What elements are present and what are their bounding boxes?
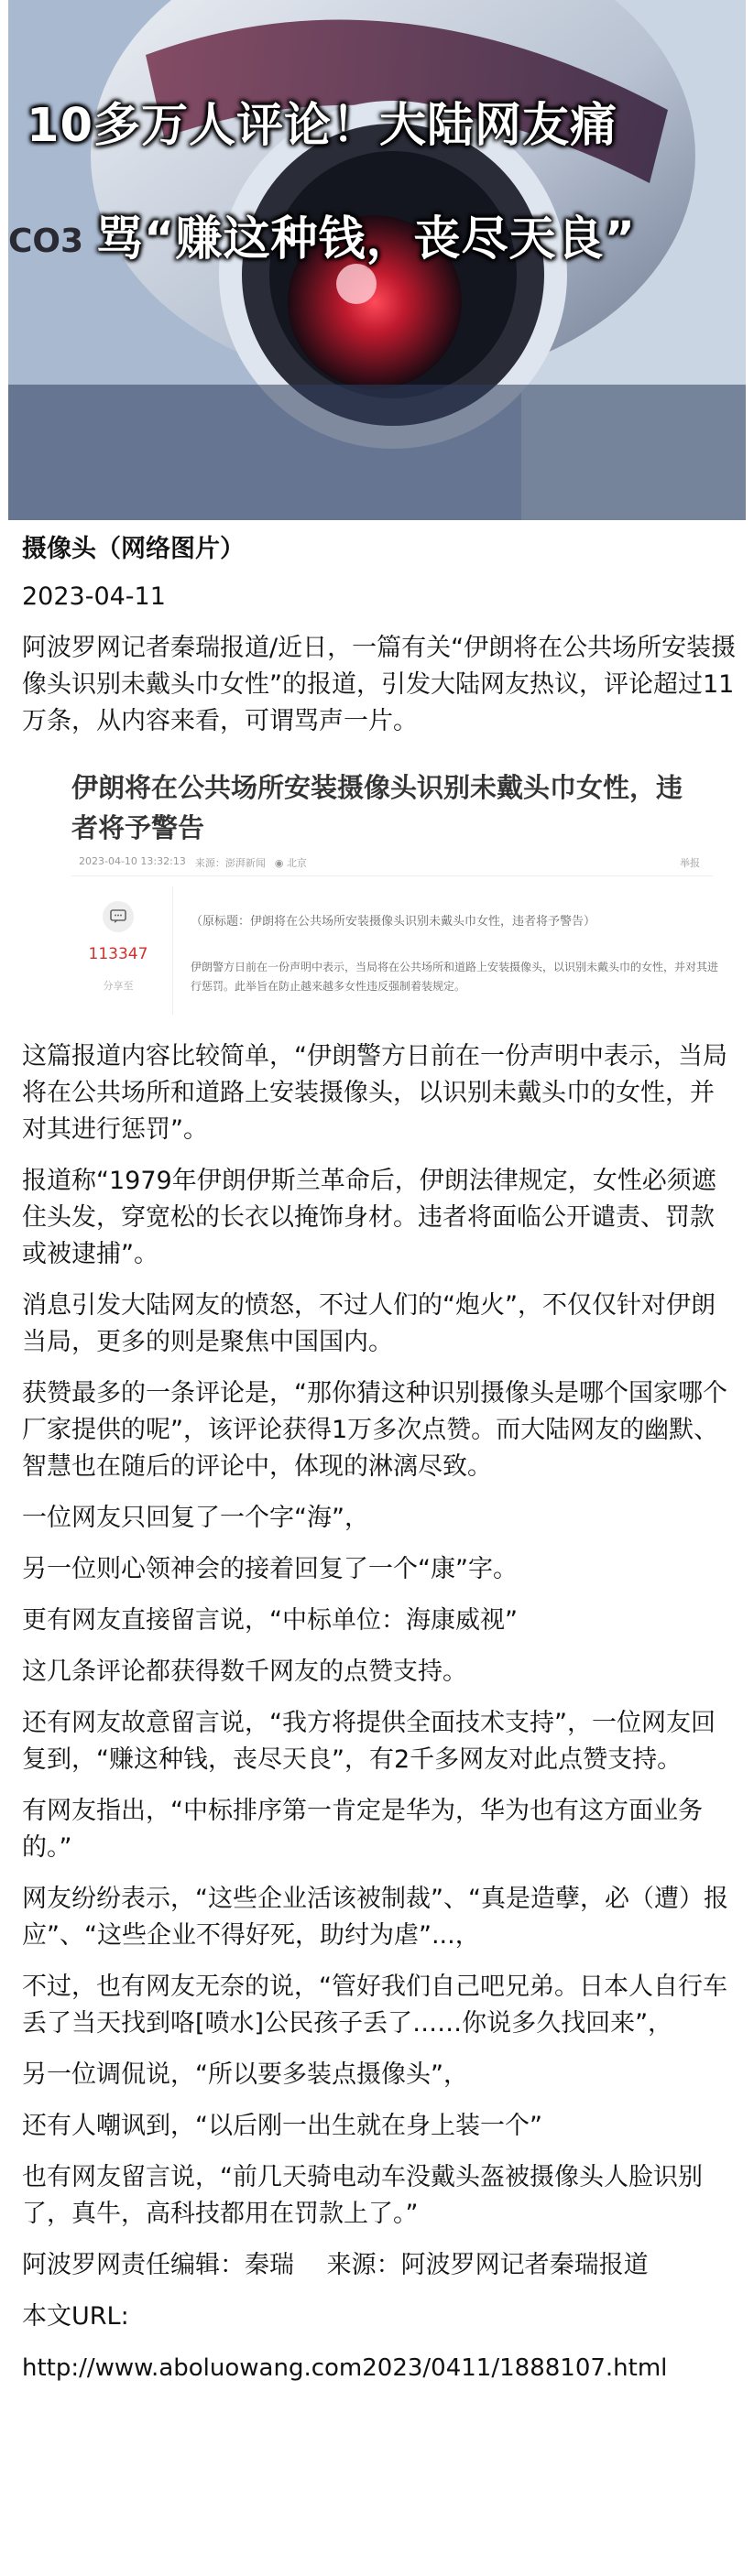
- embed-comment-count: 113347: [88, 945, 148, 963]
- article-paragraph: 不过，也有网友无奈的说，“管好我们自己吧兄弟。日本人自行车丢了当天找到咯[喷水]公民孩子丢了……你说多久找回来”，: [22, 1973, 727, 2038]
- article-paragraph: 报道称“1979年伊朗伊斯兰革命后，伊朗法律规定，女性必须遮住头发，穿宽松的长衣以掩饰身材。违者将面临公开谴责、罚款或被逮捕”。: [22, 1167, 716, 1268]
- hero-image: [8, 0, 746, 520]
- camera-model-label: CO3: [8, 223, 84, 260]
- article-paragraph: 网友纷纷表示，“这些企业活该被制裁”、“真是造孽，必（遭）报应”、“这些企业不得好死，助纣为虐”...，: [22, 1885, 728, 1950]
- embedded-news-screenshot: [35, 758, 731, 1024]
- editor-credit: 阿波罗网责任编辑：秦瑞 来源：阿波罗网记者秦瑞报道: [22, 2251, 649, 2279]
- article-paragraph: 这篇报道内容比较简单，“伊朗警方日前在一份声明中表示，当局将在公共场所和道路上安装摄像头，以识别未戴头巾的女性，并对其进行惩罚”。: [22, 1042, 727, 1144]
- location-pin-icon: ◉: [274, 857, 284, 869]
- article-paragraph: 也有网友留言说，“前几天骑电动车没戴头盔被摄像头人脸识别了，真牛，高科技都用在罚款上了。”: [22, 2163, 703, 2228]
- embed-location-label: 北京: [286, 857, 307, 869]
- embed-timestamp: 2023-04-10 13:32:13: [79, 855, 186, 867]
- embed-original-title: （原标题：伊朗将在公共场所安装摄像头识别未戴头巾女性，违者将予警告）: [191, 915, 596, 929]
- publish-date: 2023-04-11: [22, 582, 166, 611]
- article-paragraph: 还有人嘲讽到，“以后刚一出生就在身上装一个”: [22, 2112, 542, 2140]
- divider: [172, 886, 173, 1015]
- article-paragraph: 另一位调侃说，“所以要多装点摄像头”，: [22, 2060, 468, 2089]
- article-body: [22, 520, 737, 2386]
- article-paragraph: 有网友指出，“中标排序第一肯定是华为，华为也有这方面业务的。”: [22, 1797, 703, 1862]
- divider: [71, 875, 713, 876]
- hero-headline-line-1: 10多万人评论！大陆网友痛: [27, 99, 617, 153]
- article-paragraph: 一位网友只回复了一个字“海”，: [22, 1504, 369, 1532]
- article-url-link[interactable]: http://www.aboluowang.com2023/0411/1888107.html: [22, 2354, 668, 2382]
- embed-share-label: 分享至: [103, 980, 134, 992]
- embed-meta: [79, 855, 307, 870]
- embed-report-link: 举报: [680, 857, 700, 869]
- hero-headline-line-2: 骂“赚这种钱，丧尽天良”: [96, 212, 637, 266]
- article-paragraph: 更有网友直接留言说，“中标单位：海康威视”: [22, 1606, 518, 1635]
- article-paragraph: 获赞最多的一条评论是，“那你猜这种识别摄像头是哪个国家哪个厂家提供的呢”，该评论获得1万多次点赞。而大陆网友的幽默、智慧也在随后的评论中，体现的淋漓尽致。: [22, 1379, 727, 1481]
- comment-icon: [103, 901, 134, 932]
- url-label: 本文URL:: [22, 2302, 129, 2331]
- embed-sidebar: [86, 901, 150, 993]
- article-paragraph: 这几条评论都获得数千网友的点赞支持。: [22, 1658, 467, 1686]
- embed-location: [275, 855, 307, 870]
- article-paragraph: 消息引发大陆网友的愤怒，不过人们的“炮火”，不仅仅针对伊朗当局，更多的则是聚焦中国国内。: [22, 1291, 716, 1356]
- article-paragraph: 还有网友故意留言说，“我方将提供全面技术支持”，一位网友回复到，“赚这种钱，丧尽天良”，有2千多网友对此点赞支持。: [22, 1709, 716, 1774]
- article-paragraph: 另一位则心领神会的接着回复了一个“康”字。: [22, 1555, 518, 1583]
- embed-summary: 伊朗警方日前在一份声明中表示，当局将在公共场所和道路上安装摄像头，以识别未戴头巾的女性，并对其进行惩罚。此举旨在防止越来越多女性违反强制着装规定。: [191, 961, 719, 993]
- image-caption: 摄像头（网络图片）: [22, 535, 245, 563]
- intro-paragraph: 阿波罗网记者秦瑞报道/近日，一篇有关“伊朗将在公共场所安装摄像头识别未戴头巾女性”的报道，引发大陆网友热议，评论超过11万条，从内容来看，可谓骂声一片。: [22, 634, 737, 735]
- embed-source: 来源：澎湃新闻: [194, 857, 266, 869]
- embed-title: 伊朗将在公共场所安装摄像头识别未戴头巾女性，违者将予警告: [71, 772, 683, 843]
